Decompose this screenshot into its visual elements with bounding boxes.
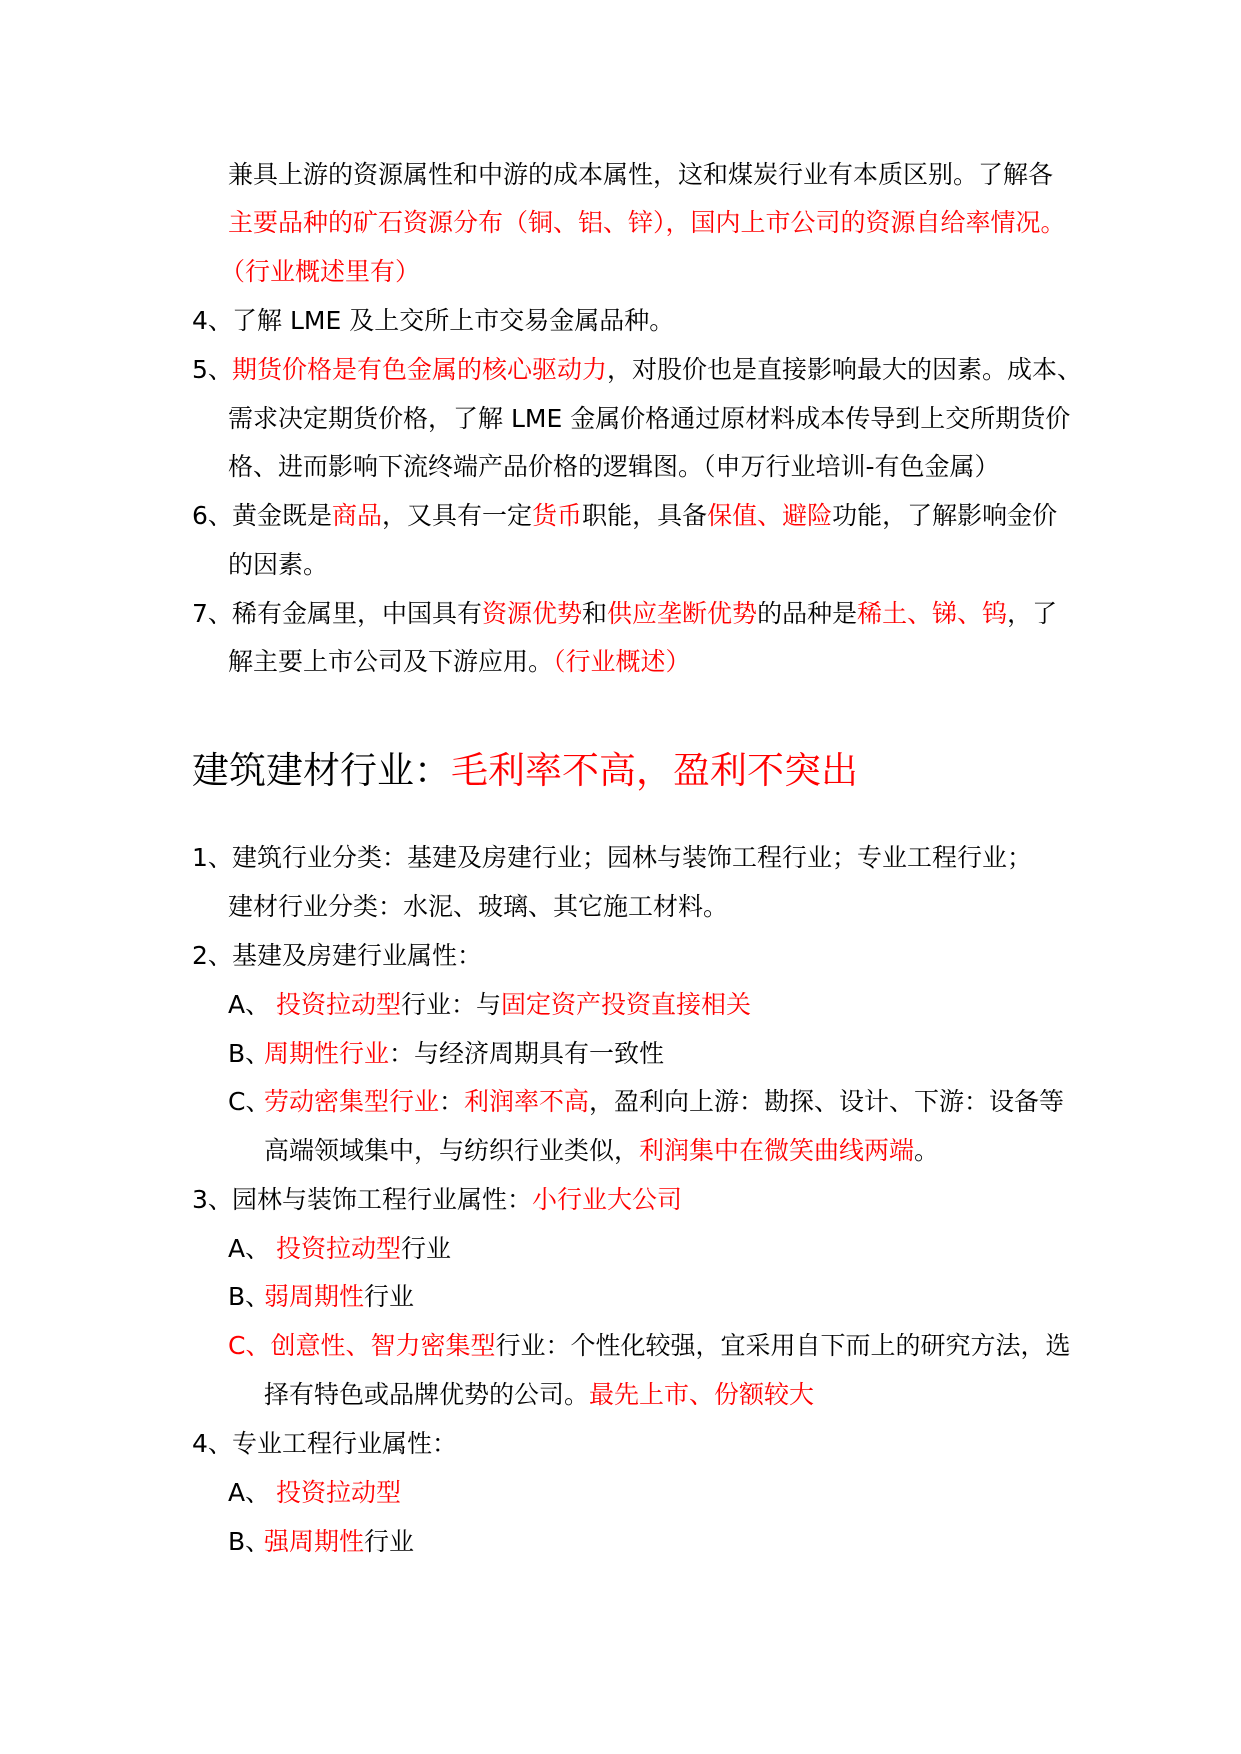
metals-item6-line1: [0, 496, 1241, 536]
heading-prefix: 建筑建材行业：: [192, 749, 451, 792]
list-item-text: ，又具有一定: [382, 501, 533, 530]
construction-item3-a: [0, 1229, 1241, 1269]
paragraph-text: 兼具上游的资源属性和中游的成本属性，这和煤炭行业有本质区别。了解各: [228, 160, 1054, 189]
list-item-text: ：与经济周期具有一致性: [389, 1039, 665, 1068]
sub-item-label: A、: [228, 990, 271, 1019]
list-item-text: ，盈利向上游：勘探、设计、下游：设备等: [589, 1087, 1065, 1116]
section-heading: [192, 743, 858, 799]
sub-item-label: B、: [228, 1039, 271, 1068]
list-item-text: 行业: [401, 1234, 452, 1263]
highlight-text: 最先上市、份额较大: [589, 1380, 815, 1409]
highlight-text: 投资拉动型: [276, 990, 402, 1019]
list-item-text: 园林与装饰工程行业属性：: [232, 1185, 533, 1214]
construction-item2-c-line1: [0, 1082, 1241, 1122]
list-item-text: 行业: [364, 1527, 415, 1556]
construction-item2-b: [0, 1034, 1241, 1074]
construction-item3: [0, 1180, 1241, 1220]
construction-item4-b: [0, 1522, 1241, 1562]
highlight-text: 利润集中在微笑曲线两端: [639, 1136, 915, 1165]
list-item-text: 的因素。: [228, 550, 329, 579]
list-item-text: 功能，了解影响金价: [832, 501, 1058, 530]
list-item-text: ，对股价也是直接影响最大的因素。成本、: [607, 355, 1083, 384]
list-item-text: 行业：与: [401, 990, 502, 1019]
list-number: 4、: [192, 1429, 233, 1458]
list-item-text: 黄金既是: [232, 501, 333, 530]
metals-item3-line3: [0, 252, 1241, 292]
sub-item-label: B、: [228, 1282, 271, 1311]
highlight-text: （行业概述）: [553, 647, 691, 676]
metals-item6-line2: [0, 545, 1241, 585]
highlight-text: 供应垄断优势: [607, 599, 758, 628]
metals-item4: [0, 301, 1241, 341]
metals-item5-line1: [0, 350, 1241, 390]
list-number: 4、: [192, 306, 233, 335]
sub-item-label: A、: [228, 1478, 271, 1507]
highlight-text: 稀土、锑、钨: [857, 599, 1008, 628]
highlight-text: 周期性行业: [264, 1039, 390, 1068]
construction-item4-a: [0, 1473, 1241, 1513]
metals-item7-line1: [0, 594, 1241, 634]
metals-item3-line2: [0, 203, 1241, 243]
list-item-text: 解主要上市公司及下游应用。: [228, 647, 554, 676]
paragraph-text-highlight: 主要品种的矿石资源分布（铜、铝、锌），国内上市公司的资源自给率情况。: [228, 208, 1066, 237]
highlight-text: 期货价格是有色金属的核心驱动力: [232, 355, 608, 384]
list-item-text: 行业: [364, 1282, 415, 1311]
list-item-text: 基建及房建行业属性：: [232, 941, 483, 970]
highlight-text: 小行业大公司: [532, 1185, 683, 1214]
construction-item2-c-line2: [0, 1131, 1241, 1171]
list-item-text: 行业：个性化较强，宜采用自下而上的研究方法，选: [495, 1331, 1071, 1360]
highlight-text: 固定资产投资直接相关: [501, 990, 752, 1019]
metals-item3-line1: [0, 155, 1241, 195]
highlight-text: 货币: [532, 501, 583, 530]
list-item-text: 建筑行业分类：基建及房建行业；园林与装饰工程行业；专业工程行业；: [232, 843, 1033, 872]
sub-item-label: A、: [228, 1234, 271, 1263]
construction-item3-b: [0, 1277, 1241, 1317]
list-item-text: 了解 LME 及上交所上市交易金属品种。: [232, 306, 675, 335]
construction-item2: [0, 936, 1241, 976]
highlight-text: 投资拉动型: [276, 1234, 402, 1263]
list-number: 3、: [192, 1185, 233, 1214]
list-item-text: ，了: [1007, 599, 1058, 628]
list-number: 1、: [192, 843, 233, 872]
list-item-text: 的品种是: [757, 599, 858, 628]
sub-item-label: C、: [228, 1087, 271, 1116]
list-item-text: 择有特色或品牌优势的公司。: [264, 1380, 590, 1409]
highlight-text: 投资拉动型: [276, 1478, 402, 1507]
sub-item-label: B、: [228, 1527, 271, 1556]
metals-item5-line3: [0, 447, 1241, 487]
list-number: 7、: [192, 599, 233, 628]
metals-item5-line2: [0, 399, 1241, 439]
construction-item3-c-line2: [0, 1375, 1241, 1415]
list-item-text: 职能，具备: [582, 501, 708, 530]
list-item-text: ：: [439, 1087, 465, 1116]
construction-item1-line1: [0, 838, 1241, 878]
list-item-text: 和: [582, 599, 608, 628]
list-item-text: 建材行业分类：水泥、玻璃、其它施工材料。: [228, 892, 729, 921]
list-item-text: 。: [914, 1136, 940, 1165]
highlight-text: 劳动密集型行业: [264, 1087, 440, 1116]
highlight-text: 资源优势: [482, 599, 583, 628]
list-item-text: 需求决定期货价格，了解 LME 金属价格通过原材料成本传导到上交所期货价: [228, 404, 1071, 433]
construction-item2-a: [0, 985, 1241, 1025]
construction-item4: [0, 1424, 1241, 1464]
highlight-text: 利润率不高: [464, 1087, 590, 1116]
heading-highlight: 毛利率不高，盈利不突出: [451, 749, 858, 792]
list-item-text: 稀有金属里，中国具有: [232, 599, 483, 628]
construction-item3-c-line1: [0, 1326, 1241, 1366]
highlight-text: 强周期性: [264, 1527, 365, 1556]
highlight-text: C、创意性、智力密集型: [228, 1331, 496, 1360]
construction-item1-line2: [0, 887, 1241, 927]
highlight-text: 保值、避险: [707, 501, 833, 530]
metals-item7-line2: [0, 642, 1241, 682]
list-item-text: 格、进而影响下流终端产品价格的逻辑图。（申万行业培训-有色金属）: [228, 452, 1000, 481]
highlight-text: 商品: [332, 501, 383, 530]
list-number: 6、: [192, 501, 233, 530]
highlight-text: 弱周期性: [264, 1282, 365, 1311]
paragraph-text-highlight: （行业概述里有）: [220, 257, 421, 286]
list-item-text: 专业工程行业属性：: [232, 1429, 458, 1458]
list-item-text: 高端领域集中，与纺织行业类似，: [264, 1136, 640, 1165]
list-number: 2、: [192, 941, 233, 970]
list-number: 5、: [192, 355, 233, 384]
